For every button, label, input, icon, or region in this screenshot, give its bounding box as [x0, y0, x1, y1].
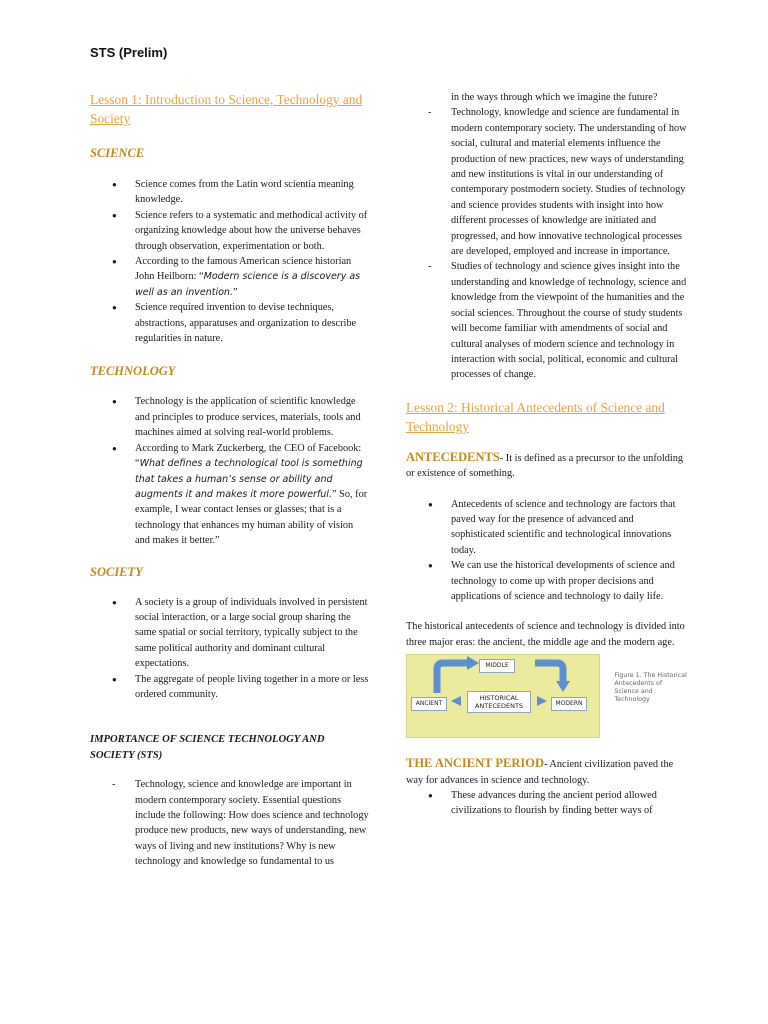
- center-node: HISTORICAL ANTECEDENTS: [467, 691, 531, 713]
- ancient-node: ANCIENT: [411, 697, 447, 711]
- list-item: ● Antecedents of science and technology are factors that paved way for the presence of advanced and sophisticated scientific and technological innovations today.: [406, 497, 688, 559]
- antecedents-list: [406, 497, 688, 605]
- figure-caption: Figure 1. The Historical Antecedents of Science and Technology: [614, 672, 687, 704]
- left-column: [90, 90, 370, 870]
- science-heading: SCIENCE: [90, 146, 145, 160]
- list-item: ● According to the famous American science historian John Heilborn: “Modern science is a discovery as well as an invention.”: [90, 254, 370, 300]
- eras-paragraph: The historical antecedents of science and technology is divided into three major eras: the ancient, the middle age and the modern age.: [406, 621, 685, 648]
- heilborn-quote: Modern science is a discovery as well as an invention.: [135, 271, 361, 298]
- ancient-list: [406, 788, 688, 819]
- list-item: ● Technology is the application of scientific knowledge and principles to produce services, materials, tools and machines aimed at solving real-world problems.: [90, 394, 370, 440]
- antecedents-definition: ANTECEDENTS- It is defined as a precursor to the unfolding or existence of something.: [406, 449, 684, 480]
- list-item: ● The aggregate of people living together in a more or less ordered community.: [90, 672, 370, 703]
- historical-antecedents-diagram: [406, 654, 600, 738]
- society-heading: SOCIETY: [90, 564, 143, 579]
- list-item: ● These advances during the ancient period allowed civilizations to flourish by finding better ways of: [406, 788, 688, 819]
- figure: [406, 654, 688, 738]
- list-item: ● Science refers to a systematic and methodical activity of organizing knowledge about how the universe behaves through observation, experimentation or both.: [90, 208, 370, 254]
- society-list: [90, 595, 370, 703]
- list-item: - Studies of technology and science gives insight into the understanding and knowledge of technology, science and knowledge from the viewpoint of the humanities and the social sciences. Throughout the course of study students will become familiar with amendments of social and cultural analyses of modern science and technology in interaction with social, political, economic and cultural processes of change.: [406, 259, 688, 382]
- ancient-period-heading: THE ANCIENT PERIOD: [406, 756, 544, 771]
- science-list: [90, 177, 370, 346]
- list-item-continued: in the ways through which we imagine the future?: [451, 92, 658, 103]
- zuckerberg-quote: What defines a technological tool is something that takes a human’s sense or ability and augments it and makes it more powerful.: [135, 458, 363, 500]
- list-item: ● We can use the historical developments of science and technology to come up with proper decisions and applications of science and technology to daily life.: [406, 558, 688, 604]
- list-item: ● Science comes from the Latin word scientia meaning knowledge.: [90, 177, 370, 208]
- list-item: ● A society is a group of individuals involved in persistent social interaction, or a large social group sharing the same spatial or social territory, typically subject to the same political authority and dominant cultural expectations.: [90, 595, 370, 672]
- ancient-period: THE ANCIENT PERIOD- Ancient civilization paved the way for advances in science and technology.: [406, 756, 674, 786]
- lesson1-title[interactable]: Lesson 1: Introduction to Science, Technology and Society: [90, 92, 363, 126]
- list-item: - Technology, science and knowledge are important in modern contemporary society. Essential questions include the following: How does science and technology produce new products, new ways of understanding, new ways of living and new institutions? Why is new technology and knowledge so fundamental to us: [90, 777, 370, 869]
- list-item: - Technology, knowledge and science are fundamental in modern contemporary society. The understanding of how social, cultural and material elements influence the production of new practices, new ways of understanding and new institutions is vital in our understanding of contemporary postmodern society. Studies of technology and science provides students with insight into how different processes of knowledge are initiated and progressed, and how innovative technological processes are developed, employed and increase in importance.: [406, 105, 688, 259]
- importance-heading: IMPORTANCE OF SCIENCE TECHNOLOGY AND SOCIETY (STS): [90, 734, 325, 761]
- importance-list-continued: [406, 90, 688, 383]
- antecedents-heading: ANTECEDENTS: [406, 449, 500, 464]
- right-column: [406, 90, 688, 819]
- page-header: STS (Prelim): [90, 45, 168, 60]
- importance-list: [90, 777, 370, 869]
- technology-heading: TECHNOLOGY: [90, 364, 176, 379]
- modern-node: MODERN: [551, 697, 587, 711]
- lesson2-title[interactable]: Lesson 2: Historical Antecedents of Science and Technology: [406, 399, 665, 434]
- middle-node: MIDDLE: [479, 659, 515, 673]
- technology-list: [90, 394, 370, 548]
- list-item: ● According to Mark Zuckerberg, the CEO of Facebook: “What defines a technological tool is something that takes a human’s sense or ability and augments it and makes it more powerful.” So, for example, I wear contact lenses or glasses; that is a technology that enhances my human ability of vision and makes it better.”: [90, 441, 370, 549]
- list-item: ● Science required invention to devise techniques, abstractions, apparatuses and organization to describe regularities in nature.: [90, 300, 370, 346]
